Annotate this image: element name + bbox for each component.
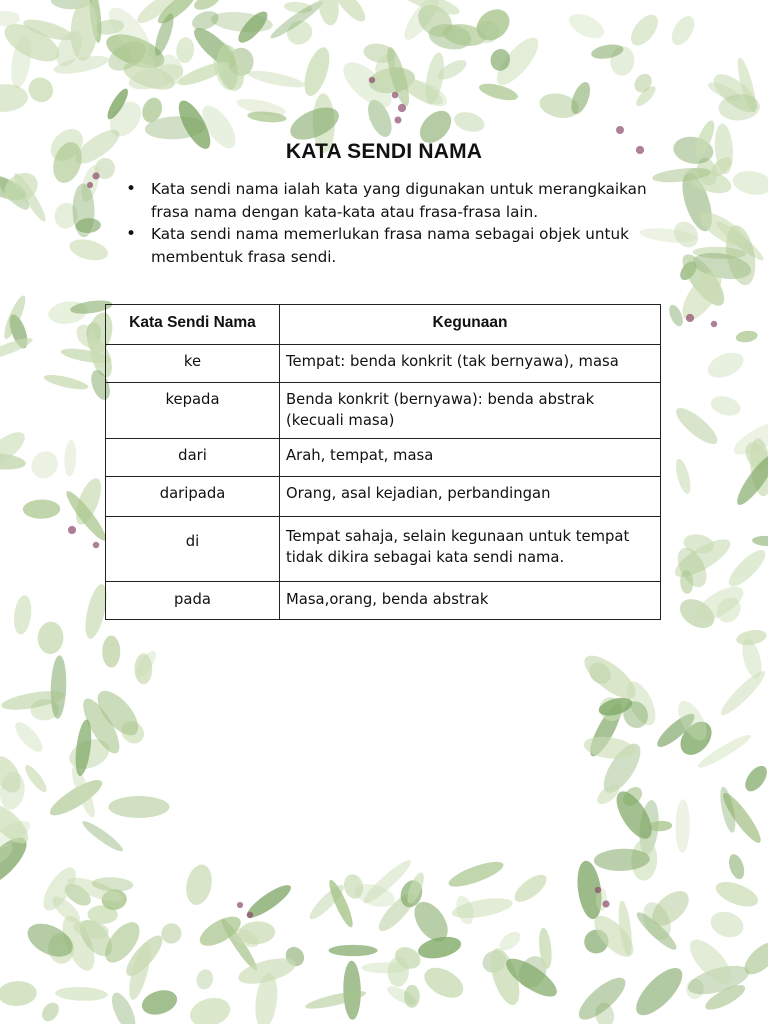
table-cell-kegunaan: Tempat sahaja, selain kegunaan untuk tempat tidak dikira sebagai kata sendi nama.: [280, 517, 661, 582]
table-cell-kata: pada: [106, 582, 280, 620]
bullet-item: • Kata sendi nama ialah kata yang digunakan untuk merangkaikan frasa nama dengan kata-kata atau frasa-frasa lain.: [126, 178, 671, 223]
table-row: [106, 582, 661, 620]
kata-sendi-table: [105, 304, 661, 620]
table-header-cell: Kegunaan: [280, 305, 661, 345]
table-cell-kata: di: [106, 517, 280, 582]
page-title: KATA SENDI NAMA: [285, 140, 483, 163]
table-cell-kegunaan: Orang, asal kejadian, perbandingan: [280, 477, 661, 517]
bullet-list: [126, 178, 671, 268]
table-cell-kegunaan: Tempat: benda konkrit (tak bernyawa), masa: [280, 345, 661, 383]
table-cell-kata: dari: [106, 439, 280, 477]
table-cell-kegunaan: Benda konkrit (bernyawa): benda abstrak (kecuali masa): [280, 383, 661, 439]
table-header-row: [106, 305, 661, 345]
table-row: [106, 383, 661, 439]
table-row: [106, 477, 661, 517]
bullet-item: • Kata sendi nama memerlukan frasa nama sebagai objek untuk membentuk frasa sendi.: [126, 223, 671, 268]
table-row: [106, 345, 661, 383]
table-cell-kegunaan: Arah, tempat, masa: [280, 439, 661, 477]
table-cell-kata: daripada: [106, 477, 280, 517]
table-row: [106, 517, 661, 582]
table-header-cell: Kata Sendi Nama: [106, 305, 280, 345]
table-cell-kata: kepada: [106, 383, 280, 439]
table-row: [106, 439, 661, 477]
table-cell-kegunaan: Masa,orang, benda abstrak: [280, 582, 661, 620]
table-cell-kata: ke: [106, 345, 280, 383]
